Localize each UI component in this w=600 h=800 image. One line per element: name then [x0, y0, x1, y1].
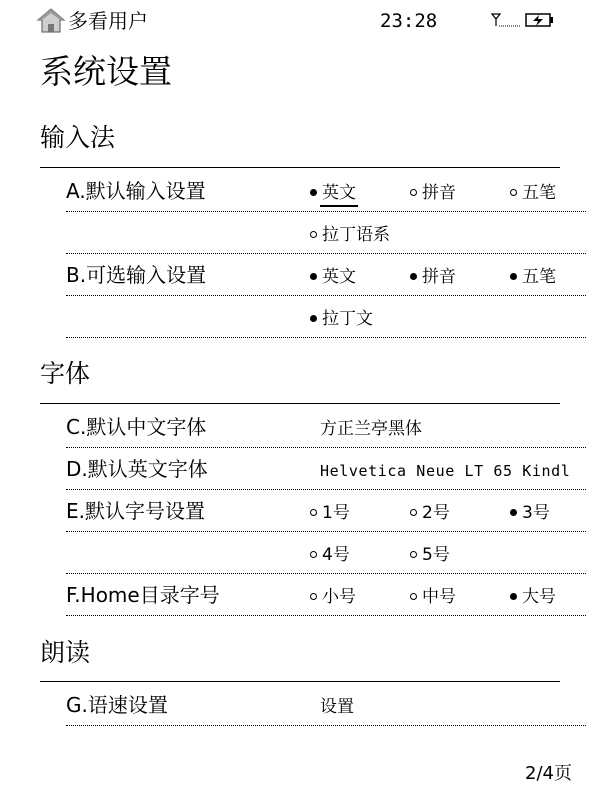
row-label: B.可选输入设置	[66, 263, 207, 287]
checkbox-filled-icon	[310, 273, 317, 280]
setting-row-default-en-font[interactable]	[66, 448, 586, 490]
home-icon[interactable]	[36, 6, 66, 36]
option-pinyin[interactable]: 拼音	[410, 182, 456, 204]
setting-row-home-size[interactable]	[66, 574, 586, 616]
option-wubi[interactable]: 五笔	[510, 266, 556, 288]
option-size-2[interactable]: 2号	[410, 502, 450, 524]
option-latin[interactable]: 拉丁文	[310, 308, 373, 330]
radio-empty-icon	[310, 231, 317, 238]
option-size-3[interactable]: 3号	[510, 502, 550, 524]
section-title-font: 字体	[40, 359, 91, 388]
row-divider	[66, 725, 586, 726]
clock: 23:28	[380, 10, 438, 32]
radio-filled-icon	[510, 509, 517, 516]
section-divider	[40, 681, 560, 682]
option-size-5[interactable]: 5号	[410, 544, 450, 566]
setting-row-default-size[interactable]	[66, 490, 586, 532]
option-wubi[interactable]: 五笔	[510, 182, 556, 204]
font-value: Helvetica Neue LT 65 Kindl	[320, 462, 571, 480]
row-label: C.默认中文字体	[66, 415, 207, 439]
radio-empty-icon	[410, 551, 417, 558]
option-small[interactable]: 小号	[310, 586, 356, 608]
section-title-input: 输入法	[40, 123, 116, 152]
wifi-signal-icon	[490, 11, 522, 29]
section-divider	[40, 167, 560, 168]
setting-row-optional-input-cont	[66, 296, 586, 338]
row-label: G.语速设置	[66, 693, 168, 717]
speech-rate-settings-link[interactable]: 设置	[320, 697, 354, 717]
row-label: F.Home目录字号	[66, 583, 220, 607]
setting-row-optional-input[interactable]	[66, 254, 586, 296]
checkbox-filled-icon	[510, 273, 517, 280]
radio-empty-icon	[310, 509, 317, 516]
checkbox-filled-icon	[410, 273, 417, 280]
page-number: 2/4页	[525, 763, 572, 784]
row-label: A.默认输入设置	[66, 179, 206, 203]
radio-empty-icon	[510, 189, 517, 196]
setting-row-default-size-cont	[66, 532, 586, 574]
setting-row-default-input-cont	[66, 212, 586, 254]
section-title-read-aloud: 朗读	[40, 638, 91, 667]
row-divider	[66, 615, 586, 616]
option-english[interactable]: 英文	[310, 182, 356, 204]
radio-filled-icon	[310, 189, 317, 196]
checkbox-filled-icon	[310, 315, 317, 322]
row-divider	[66, 337, 586, 338]
radio-empty-icon	[310, 551, 317, 558]
option-pinyin[interactable]: 拼音	[410, 266, 456, 288]
row-label: D.默认英文字体	[66, 457, 208, 481]
font-value: 方正兰亭黑体	[320, 419, 422, 439]
radio-empty-icon	[410, 189, 417, 196]
radio-empty-icon	[310, 593, 317, 600]
radio-filled-icon	[510, 593, 517, 600]
setting-row-default-cn-font[interactable]	[66, 406, 586, 448]
option-latin[interactable]: 拉丁语系	[310, 224, 390, 246]
setting-row-default-input[interactable]	[66, 170, 586, 212]
battery-charging-icon	[525, 11, 555, 29]
option-size-4[interactable]: 4号	[310, 544, 350, 566]
option-medium[interactable]: 中号	[410, 586, 456, 608]
row-label: E.默认字号设置	[66, 499, 205, 523]
setting-row-speech-rate[interactable]	[66, 684, 586, 726]
radio-empty-icon	[410, 509, 417, 516]
option-size-1[interactable]: 1号	[310, 502, 350, 524]
user-name: 多看用户	[68, 9, 148, 33]
option-large[interactable]: 大号	[510, 586, 556, 608]
focus-underline	[320, 205, 358, 207]
section-divider	[40, 403, 560, 404]
option-english[interactable]: 英文	[310, 266, 356, 288]
page-title: 系统设置	[40, 52, 172, 91]
radio-empty-icon	[410, 593, 417, 600]
